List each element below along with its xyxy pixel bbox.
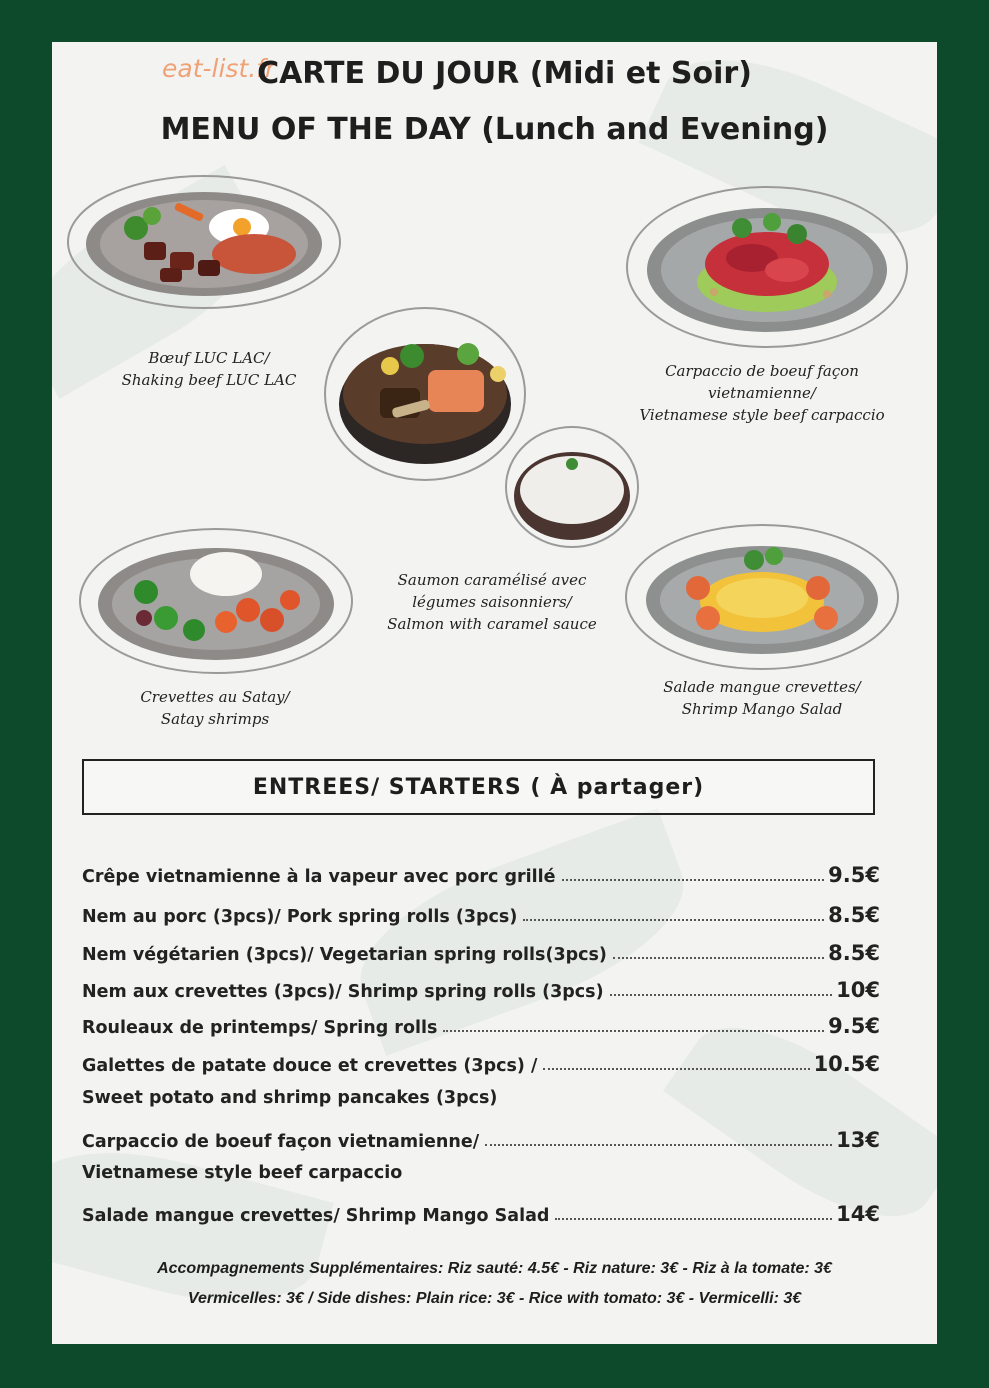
menu-item-price: 10.5€ [813, 1052, 880, 1076]
dish-label-line: Saumon caramélisé avec [397, 571, 587, 589]
dish-label-line: légumes saisonniers/ [412, 593, 572, 611]
dish-label-line: Salmon with caramel sauce [387, 615, 597, 633]
menu-item-price: 8.5€ [828, 941, 880, 965]
title-english: MENU OF THE DAY (Lunch and Evening) [160, 112, 829, 147]
menu-item-price: 13€ [836, 1128, 880, 1152]
dish-label-beef-carpaccio [612, 360, 912, 426]
dish-label-caramel-salmon [372, 569, 612, 635]
dish-label-line: Shrimp Mango Salad [681, 700, 843, 718]
menu-item [82, 935, 880, 965]
dish-label-satay-shrimps [110, 686, 320, 730]
dish-label-shaking-beef [104, 347, 314, 391]
dish-label-line: Crevettes au Satay/ [140, 688, 290, 706]
side-dishes-note: Vermicelles: 3€ / Side dishes: Plain rice: 3€ - Rice with tomato: 3€ - Vermicelli: 3€ [187, 1290, 802, 1307]
caramel-salmon-photo [320, 304, 530, 484]
dot-leader [543, 1068, 809, 1070]
dish-label-line: Shaking beef LUC LAC [121, 371, 297, 389]
menu-item-price: 14€ [836, 1202, 880, 1226]
menu-item [82, 1046, 880, 1076]
dish-label-line: Bœuf LUC LAC/ [148, 349, 270, 367]
menu-item-name: Crêpe vietnamienne à la vapeur avec porc grillé [82, 867, 556, 887]
dish-label-line: Carpaccio de boeuf façon vietnamienne/ [665, 362, 859, 402]
shrimp-mango-salad-photo [622, 522, 902, 672]
menu-item-price: 9.5€ [828, 863, 880, 887]
dish-label-line: Satay shrimps [160, 710, 270, 728]
menu-item [82, 1008, 880, 1038]
rice-bowl-photo [502, 424, 642, 550]
dot-leader [610, 994, 833, 996]
menu-item-name: Salade mangue crevettes/ Shrimp Mango Salad [82, 1206, 550, 1226]
menu-item-name: Rouleaux de printemps/ Spring rolls [82, 1018, 438, 1038]
dot-leader [613, 957, 824, 959]
shaking-beef-photo [64, 172, 344, 312]
menu-item-price: 10€ [836, 978, 880, 1002]
menu-item-price: 8.5€ [828, 903, 880, 927]
menu-item [82, 1196, 880, 1226]
satay-shrimps-photo [76, 526, 356, 676]
beef-carpaccio-photo [622, 182, 912, 352]
dot-leader [523, 919, 824, 921]
title-french: CARTE DU JOUR (Midi et Soir) [257, 56, 752, 91]
menu-item-name-continued: Vietnamese style beef carpaccio [82, 1163, 403, 1183]
menu-item-name: Nem végétarien (3pcs)/ Vegetarian spring rolls(3pcs) [82, 945, 607, 965]
menu-page [52, 42, 937, 1344]
menu-item-name: Nem aux crevettes (3pcs)/ Shrimp spring rolls (3pcs) [82, 982, 604, 1002]
dot-leader [562, 879, 825, 881]
menu-item [82, 1122, 880, 1152]
starters-heading: ENTREES/ STARTERS ( À partager) [82, 759, 875, 815]
dot-leader [555, 1218, 832, 1220]
menu-item [82, 897, 880, 927]
dish-label-shrimp-mango-salad [642, 676, 882, 720]
dish-label-line: Salade mangue crevettes/ [663, 678, 861, 696]
menu-item-name: Nem au porc (3pcs)/ Pork spring rolls (3pcs) [82, 907, 518, 927]
menu-item-price: 9.5€ [828, 1014, 880, 1038]
watermark: eat-list.fr [162, 54, 276, 83]
dish-label-line: Vietnamese style beef carpaccio [639, 406, 885, 424]
menu-item [82, 972, 880, 1002]
menu-item-name: Carpaccio de boeuf façon vietnamienne/ [82, 1132, 480, 1152]
dot-leader [443, 1030, 824, 1032]
menu-item-name-continued: Sweet potato and shrimp pancakes (3pcs) [82, 1088, 498, 1108]
dot-leader [485, 1144, 832, 1146]
menu-item-name: Galettes de patate douce et crevettes (3pcs) / [82, 1056, 538, 1076]
side-dishes-note: Accompagnements Supplémentaires: Riz sauté: 4.5€ - Riz nature: 3€ - Riz à la tomate: 3€ [157, 1260, 832, 1277]
menu-item [82, 857, 880, 887]
